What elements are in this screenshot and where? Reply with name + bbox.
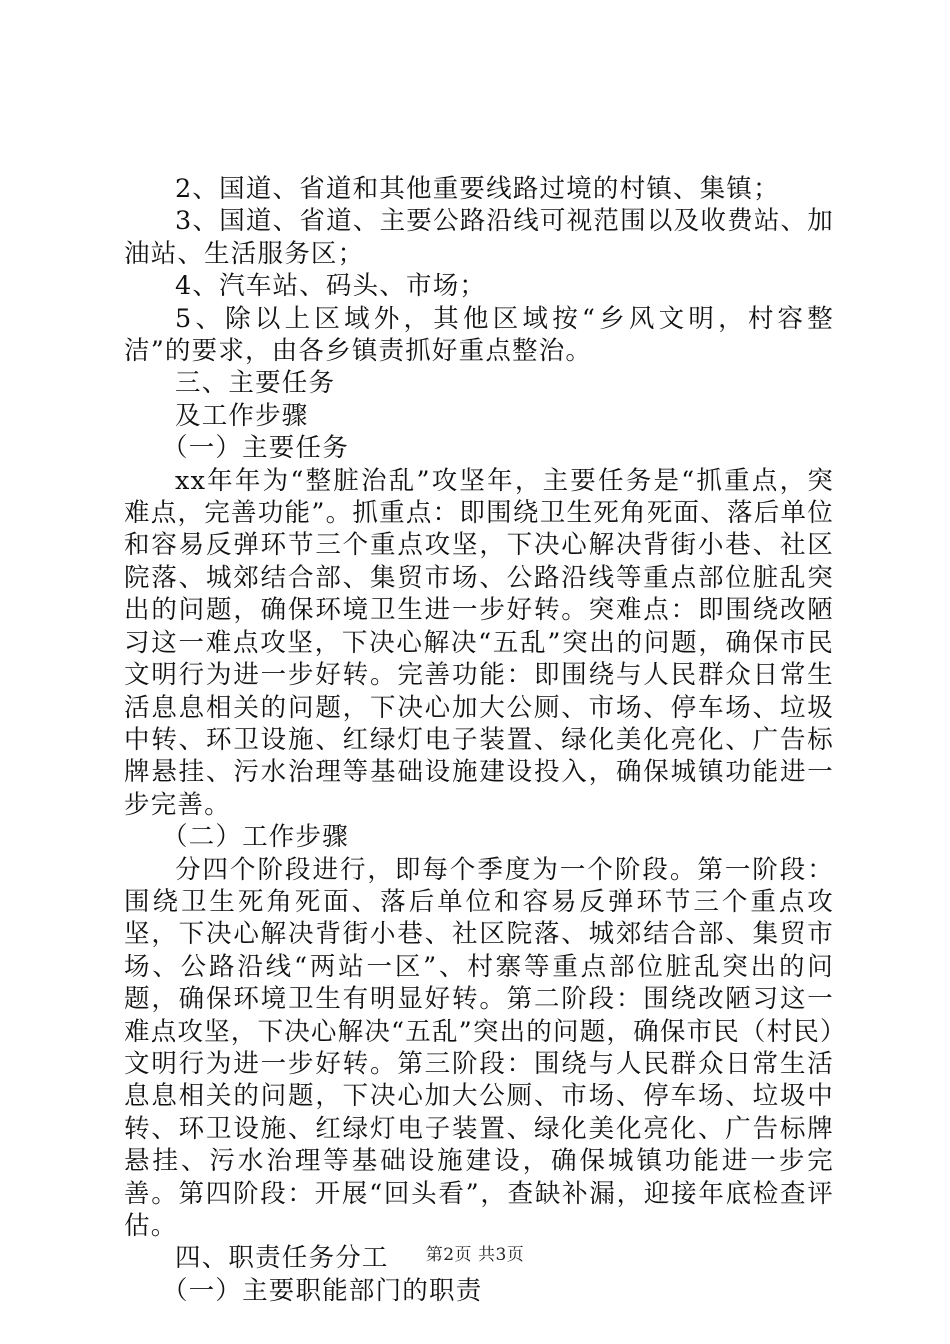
- list-item-2: 2、国道、省道和其他重要线路过境的村镇、集镇；: [175, 174, 780, 204]
- subsection-heading-main-tasks: （一）主要任务: [162, 433, 349, 464]
- list-item-5: 5、除以上区域外，其他区域按“乡风文明，村容整洁”的要求，由各乡镇责抓好重点整治。: [124, 303, 834, 367]
- document-body: [124, 173, 834, 1307]
- paragraph-main-tasks: xx年年为“整脏治乱”攻坚年，主要任务是“抓重点，突难点，完善功能”。抓重点：即围绕卫生死角死面、落后单位和容易反弹环节三个重点攻坚，下决心解决背街小巷、社区院落、城郊结合部、集贸市场、公路沿线等重点部位脏乱突出的问题，确保环境卫生进一步好转。突难点：即围绕改陋习这一难点攻坚，下决心解决“五乱”突出的问题，确保市民文明行为进一步好转。完善功能：即围绕与人民群众日常生活息息相关的问题，下决心加大公厕、市场、停车场、垃圾中转、环卫设施、红绿灯电子装置、绿化美化亮化、广告标牌悬挂、污水治理等基础设施建设投入，确保城镇功能进一步完善。: [124, 465, 834, 820]
- list-item-4: 4、汽车站、码头、市场；: [175, 271, 487, 302]
- section-heading-3: 三、主要任务: [175, 368, 336, 399]
- subsection-heading-work-steps: （二）工作步骤: [162, 822, 349, 853]
- section-heading-4: 四、职责任务分工: [175, 1243, 389, 1274]
- paragraph-work-steps: 分四个阶段进行，即每个季度为一个阶段。第一阶段：围绕卫生死角死面、落后单位和容易反弹环节三个重点攻坚，下决心解决背街小巷、社区院落、城郊结合部、集贸市场、公路沿线“两站一区”、村寨等重点部位脏乱突出的问题，确保环境卫生有明显好转。第二阶段：围绕改陋习这一难点攻坚，下决心解决“五乱”突出的问题，确保市民（村民）文明行为进一步好转。第三阶段：围绕与人民群众日常生活息息相关的问题，下决心加大公厕、市场、停车场、垃圾中转、环卫设施、红绿灯电子装置、绿化美化亮化、广告标牌悬挂、污水治理等基础设施建设，确保城镇功能进一步完善。第四阶段：开展“回头看”，查缺补漏，迎接年底检查评估。: [124, 854, 834, 1241]
- list-item-3: 3、国道、省道、主要公路沿线可视范围以及收费站、加油站、生活服务区；: [124, 206, 834, 269]
- page-number: 第2页 共3页: [425, 1245, 525, 1265]
- section-heading-3-continued: 及工作步骤: [175, 400, 309, 431]
- subsection-heading-dept-duties: （一）主要职能部门的职责: [162, 1275, 483, 1306]
